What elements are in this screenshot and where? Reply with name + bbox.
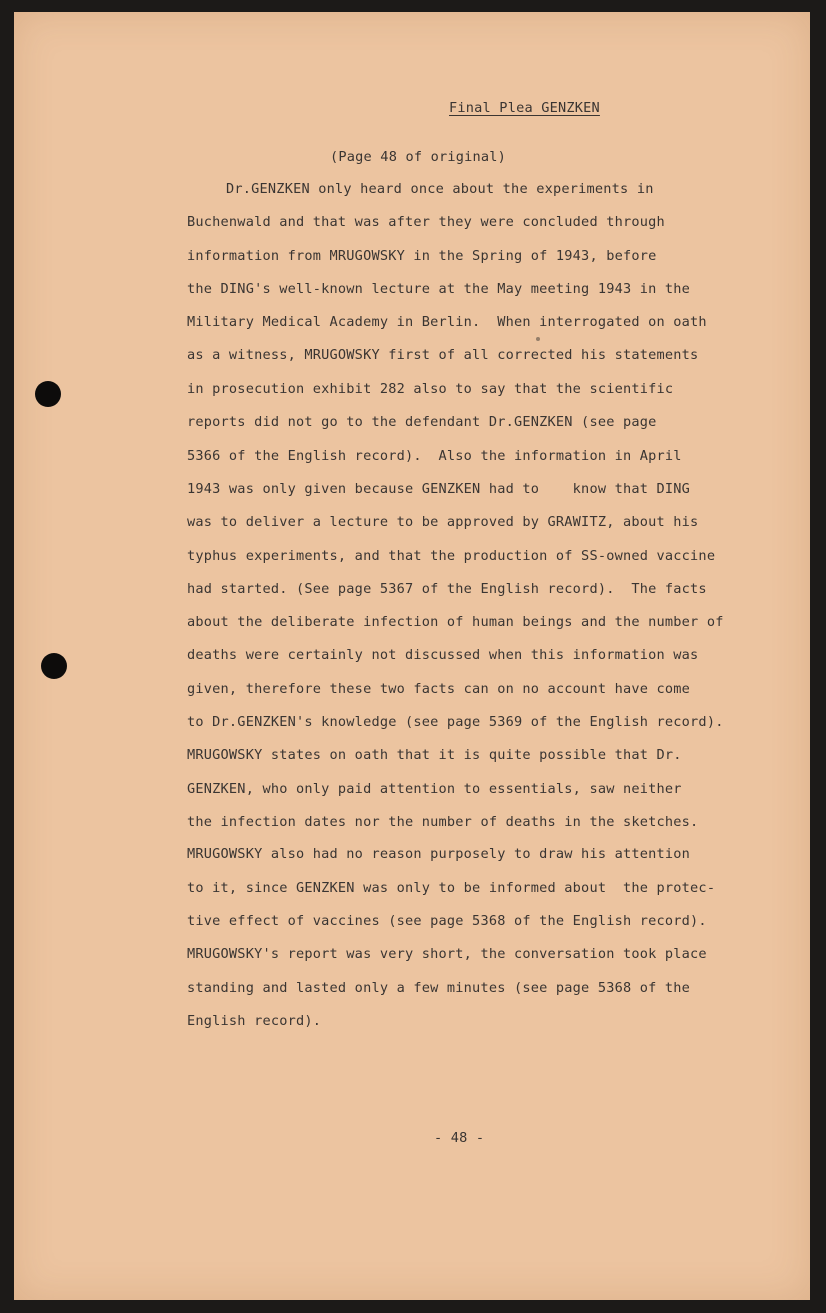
body-line: in prosecution exhibit 282 also to say that the scientific xyxy=(187,381,674,397)
body-line: was to deliver a lecture to be approved by GRAWITZ, about his xyxy=(187,514,699,530)
body-line: 1943 was only given because GENZKEN had to know that DING xyxy=(187,481,691,497)
body-line: MRUGOWSKY also had no reason purposely to draw his attention xyxy=(187,846,691,862)
body-line: Buchenwald and that was after they were concluded through xyxy=(187,214,665,230)
body-line: tive effect of vaccines (see page 5368 of the English record). xyxy=(187,913,707,929)
body-line: typhus experiments, and that the production of SS-owned vaccine xyxy=(187,548,716,564)
body-line: standing and lasted only a few minutes (see page 5368 of the xyxy=(187,980,691,996)
body-line: as a witness, MRUGOWSKY first of all corrected his statements xyxy=(187,347,699,363)
document-header: Final Plea GENZKEN xyxy=(449,100,600,116)
body-line: the DING's well-known lecture at the May meeting 1943 in the xyxy=(187,281,691,297)
body-line: English record). xyxy=(187,1013,322,1029)
punch-hole-bottom xyxy=(41,653,67,679)
body-line: to it, since GENZKEN was only to be informed about the protec- xyxy=(187,880,716,896)
body-line: to Dr.GENZKEN's knowledge (see page 5369 of the English record). xyxy=(187,714,724,730)
body-line: Military Medical Academy in Berlin. When interrogated on oath xyxy=(187,314,707,330)
body-line: GENZKEN, who only paid attention to essentials, saw neither xyxy=(187,781,682,797)
body-line: reports did not go to the defendant Dr.GENZKEN (see page xyxy=(187,414,657,430)
page-reference: (Page 48 of original) xyxy=(330,149,507,165)
body-line: had started. (See page 5367 of the English record). The facts xyxy=(187,581,707,597)
punch-hole-top xyxy=(35,381,61,407)
body-line: deaths were certainly not discussed when this information was xyxy=(187,647,699,663)
body-line: Dr.GENZKEN only heard once about the experiments in xyxy=(226,181,654,197)
ink-speck xyxy=(536,337,540,341)
body-line: information from MRUGOWSKY in the Spring of 1943, before xyxy=(187,248,657,264)
page-number: - 48 - xyxy=(434,1130,485,1146)
body-line: about the deliberate infection of human beings and the number of xyxy=(187,614,724,630)
body-line: 5366 of the English record). Also the information in April xyxy=(187,448,682,464)
body-line: the infection dates nor the number of deaths in the sketches. xyxy=(187,814,699,830)
body-line: MRUGOWSKY states on oath that it is quite possible that Dr. xyxy=(187,747,682,763)
body-line: given, therefore these two facts can on no account have come xyxy=(187,681,691,697)
body-line: MRUGOWSKY's report was very short, the conversation took place xyxy=(187,946,707,962)
